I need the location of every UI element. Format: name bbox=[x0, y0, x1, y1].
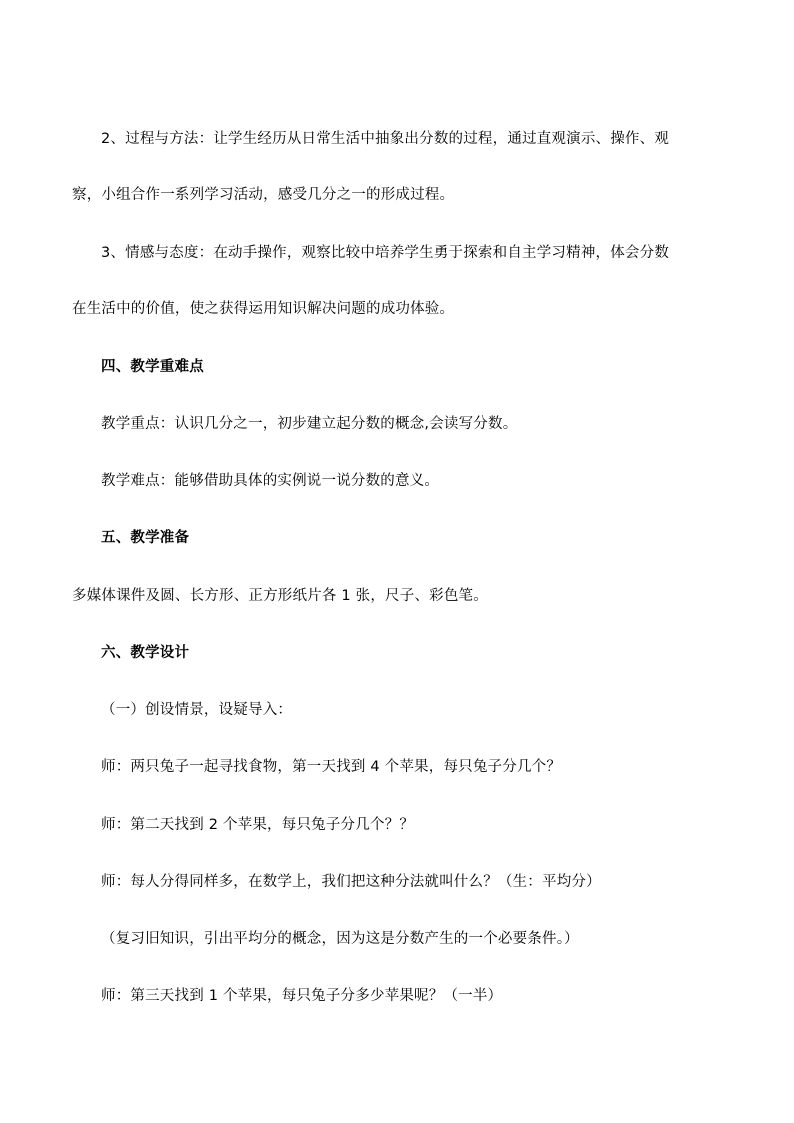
section-heading-preparation: 五、教学准备 bbox=[101, 530, 190, 546]
subheading-scenario-intro: （一）创设情景，设疑导入： bbox=[101, 702, 293, 718]
paragraph-preparation-materials: 多媒体课件及圆、长方形、正方形纸片各 1 张，尺子、彩色笔。 bbox=[72, 588, 488, 604]
paragraph-emotion-attitude-line-1: 3、情感与态度：在动手操作，观察比较中培养学生勇于探索和自主学习精神，体会分数 bbox=[101, 245, 670, 261]
dialogue-line-day-three: 师：第三天找到 1 个苹果，每只兔子分多少苹果呢？（一半） bbox=[101, 988, 503, 1004]
note-review-concept: （复习旧知识，引出平均分的概念，因为这是分数产生的一个必要条件。） bbox=[101, 931, 579, 947]
paragraph-emotion-attitude-line-2: 在生活中的价值，使之获得运用知识解决问题的成功体验。 bbox=[72, 301, 455, 317]
paragraph-process-method-line-2: 察，小组合作一系列学习活动，感受几分之一的形成过程。 bbox=[72, 187, 455, 203]
section-heading-teaching-design: 六、教学设计 bbox=[101, 645, 190, 661]
paragraph-process-method-line-1: 2、过程与方法：让学生经历从日常生活中抽象出分数的过程，通过直观演示、操作、观 bbox=[101, 131, 670, 147]
paragraph-key-points: 教学重点：认识几分之一，初步建立起分数的概念,会读写分数。 bbox=[101, 416, 518, 432]
dialogue-line-equal-division: 师：每人分得同样多，在数学上，我们把这种分法就叫什么？（生：平均分） bbox=[101, 874, 601, 890]
dialogue-line-day-two: 师：第二天找到 2 个苹果，每只兔子分几个？？ bbox=[101, 817, 415, 833]
dialogue-line-day-one: 师：两只兔子一起寻找食物，第一天找到 4 个苹果，每只兔子分几个？ bbox=[101, 759, 562, 775]
paragraph-difficult-points: 教学难点：能够借助具体的实例说一说分数的意义。 bbox=[101, 473, 440, 489]
section-heading-key-difficulties: 四、教学重难点 bbox=[101, 359, 204, 375]
